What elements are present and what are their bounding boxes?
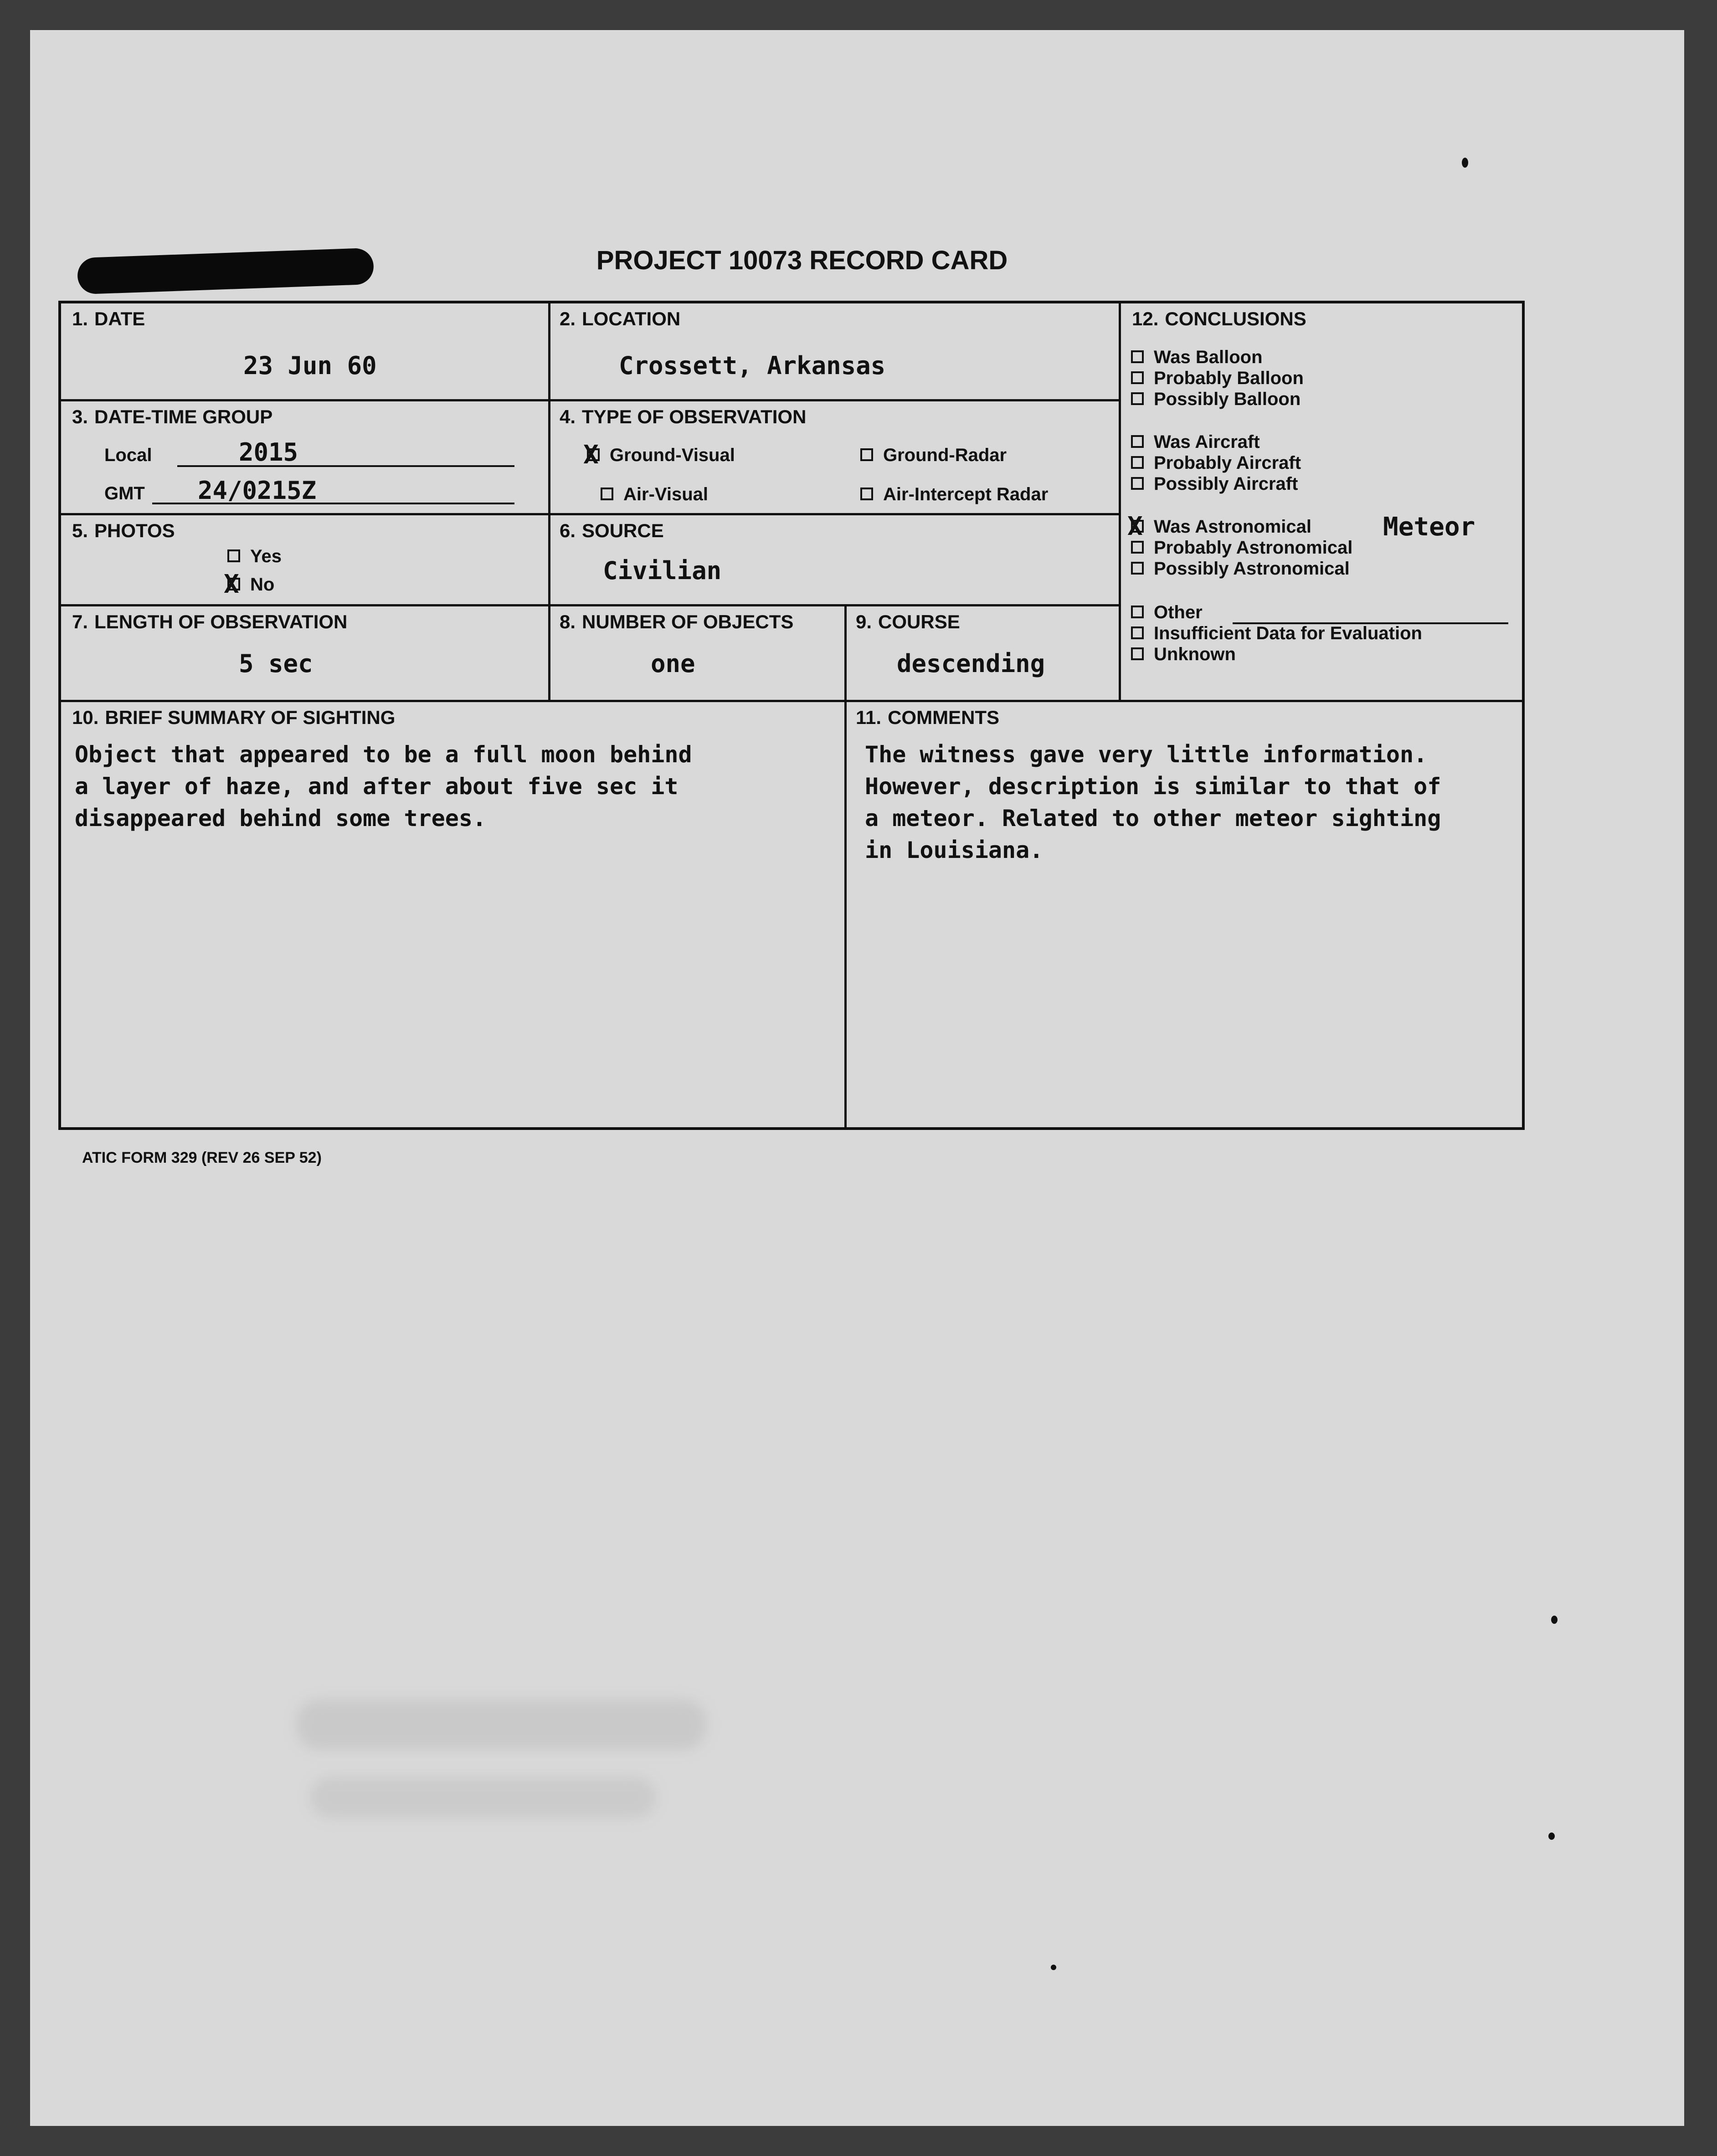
conclusion-possibly-balloon: Possibly Balloon bbox=[1131, 389, 1301, 410]
summary-text: Object that appeared to be a full moon behind a layer of haze, and after about five sec it disappeared behind some trees. bbox=[75, 741, 692, 832]
conclusion-insufficient-data: Insufficient Data for Evaluation bbox=[1131, 623, 1422, 644]
film-speck bbox=[1548, 1833, 1555, 1840]
photos-yes-checkbox bbox=[227, 549, 240, 562]
date-cell: 1. DATE 23 Jun 60 bbox=[61, 303, 550, 401]
local-value: 2015 bbox=[239, 438, 298, 467]
film-speck bbox=[1462, 158, 1468, 168]
conclusion-probably-balloon: Probably Balloon bbox=[1131, 368, 1304, 389]
gmt-value: 24/0215Z bbox=[198, 476, 317, 505]
conclusion-was-astronomical: XWas Astronomical bbox=[1131, 517, 1311, 537]
source-value: Civilian bbox=[603, 556, 722, 585]
conclusion-was-balloon: Was Balloon bbox=[1131, 347, 1263, 368]
location-value: Crossett, Arkansas bbox=[619, 351, 886, 380]
gmt-label: GMT bbox=[104, 483, 145, 503]
air-visual-option: Air-Visual bbox=[601, 484, 708, 505]
astronomical-note: Meteor bbox=[1383, 512, 1475, 542]
card-title: PROJECT 10073 RECORD CARD bbox=[596, 246, 1008, 275]
conclusion-was-aircraft: Was Aircraft bbox=[1131, 432, 1260, 452]
conclusion-possibly-aircraft: Possibly Aircraft bbox=[1131, 474, 1298, 494]
summary-cell: 10. BRIEF SUMMARY OF SIGHTING Object that appeared to be a full moon behind a layer of haze, and after about five sec it disappeared behind some trees. bbox=[61, 702, 847, 1127]
comments-cell: 11. COMMENTS The witness gave very little information. However, description is similar to that of a meteor. Related to other meteor sighting in Louisiana. bbox=[847, 702, 1522, 1127]
record-card bbox=[58, 301, 1525, 1130]
course-value: descending bbox=[897, 649, 1045, 678]
conclusion-probably-aircraft: Probably Aircraft bbox=[1131, 453, 1301, 473]
conclusion-other: Other bbox=[1131, 602, 1203, 623]
number-of-objects-cell: 8. NUMBER OF OBJECTS one bbox=[550, 606, 847, 702]
form-number: ATIC FORM 329 (REV 26 SEP 52) bbox=[82, 1149, 322, 1166]
conclusions-cell: 12. CONCLUSIONS Was Balloon Probably Balloon Possibly Balloon Was Aircraft Probably Aircraft Possibly Aircraft XWas Astronomical Meteor Probably Astronomical Possibly Astronomical Other Insufficient Data for Evaluation Unknown bbox=[1121, 303, 1522, 702]
air-intercept-radar-option: Air-Intercept Radar bbox=[860, 484, 1048, 505]
length-of-observation-cell: 7. LENGTH OF OBSERVATION 5 sec bbox=[61, 606, 550, 702]
date-time-group-cell: 3. DATE-TIME GROUP Local 2015 GMT 24/0215Z bbox=[61, 401, 550, 515]
photos-yes-option: Yes bbox=[227, 546, 282, 567]
date-value: 23 Jun 60 bbox=[243, 351, 377, 380]
ground-visual-checkbox bbox=[587, 448, 600, 461]
photos-cell: 5. PHOTOS Yes XNo bbox=[61, 515, 550, 606]
location-cell: 2. LOCATION Crossett, Arkansas bbox=[550, 303, 1121, 401]
local-label: Local bbox=[104, 445, 152, 465]
ground-visual-option: XGround-Visual bbox=[587, 445, 735, 466]
comments-text: The witness gave very little information. However, description is similar to that of a meteor. Related to other meteor sighting in Louisiana. bbox=[865, 741, 1441, 863]
conclusion-unknown: Unknown bbox=[1131, 644, 1236, 665]
air-intercept-radar-checkbox bbox=[860, 488, 873, 500]
number-of-objects-value: one bbox=[651, 649, 695, 678]
photos-no-option: XNo bbox=[227, 575, 274, 595]
photos-no-checkbox bbox=[227, 578, 240, 590]
air-visual-checkbox bbox=[601, 488, 613, 500]
film-speck bbox=[1551, 1616, 1558, 1624]
conclusion-probably-astronomical: Probably Astronomical bbox=[1131, 538, 1352, 558]
conclusion-possibly-astronomical: Possibly Astronomical bbox=[1131, 559, 1350, 579]
faded-signature-smudge bbox=[296, 1699, 706, 1750]
type-of-observation-cell: 4. TYPE OF OBSERVATION XGround-Visual Ground-Radar Air-Visual Air-Intercept Radar bbox=[550, 401, 1121, 515]
length-of-observation-value: 5 sec bbox=[239, 649, 313, 678]
source-cell: 6. SOURCE Civilian bbox=[550, 515, 1121, 606]
ground-radar-checkbox bbox=[860, 448, 873, 461]
film-speck bbox=[1051, 1965, 1056, 1970]
ground-radar-option: Ground-Radar bbox=[860, 445, 1007, 466]
faded-signature-smudge bbox=[310, 1777, 656, 1818]
course-cell: 9. COURSE descending bbox=[847, 606, 1121, 702]
